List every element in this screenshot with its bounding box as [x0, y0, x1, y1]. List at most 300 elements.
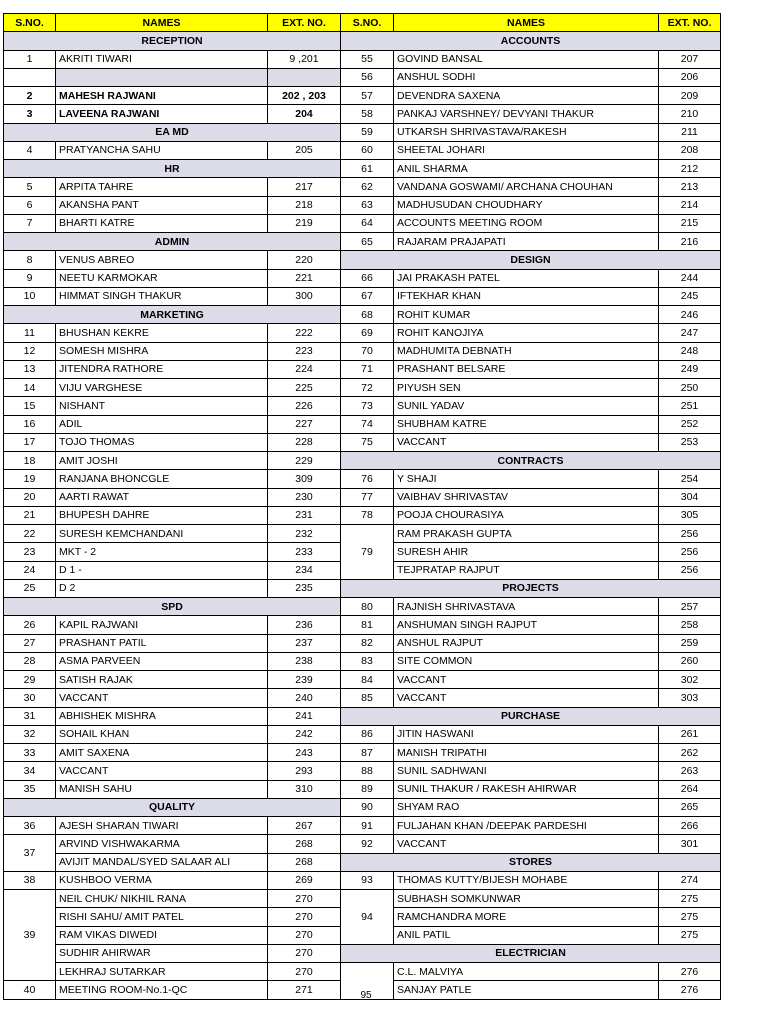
- extension-cell: 239: [268, 671, 341, 689]
- name-cell: MKT - 2: [56, 543, 268, 561]
- header-names: NAMES: [394, 14, 659, 32]
- name-cell: KUSHBOO VERMA: [56, 871, 268, 889]
- name-cell: ABHISHEK MISHRA: [56, 707, 268, 725]
- extension-cell: 226: [268, 397, 341, 415]
- table-row: [341, 269, 721, 287]
- table-row: [4, 616, 341, 634]
- serial-number-cell: 84: [341, 671, 394, 689]
- extension-cell: 221: [268, 269, 341, 287]
- extension-directory-sheet: [3, 13, 720, 999]
- serial-number-cell: 34: [4, 762, 56, 780]
- extension-cell: 270: [268, 944, 341, 962]
- table-row: [341, 689, 721, 707]
- table-row: [341, 287, 721, 305]
- name-cell: JITIN HASWANI: [394, 725, 659, 743]
- section-row: [341, 579, 721, 597]
- extension-cell: 230: [268, 488, 341, 506]
- serial-number-cell: 55: [341, 50, 394, 68]
- name-cell: PRASHANT PATIL: [56, 634, 268, 652]
- serial-number-cell: 21: [4, 506, 56, 524]
- name-cell: ADIL: [56, 415, 268, 433]
- name-cell: ANSHUMAN SINGH RAJPUT: [394, 616, 659, 634]
- name-cell: [56, 68, 268, 86]
- table-row: [341, 780, 721, 798]
- serial-number-cell: 39: [4, 890, 56, 981]
- extension-cell: 275: [659, 908, 721, 926]
- serial-number-cell: 10: [4, 287, 56, 305]
- table-row: [4, 579, 341, 597]
- name-cell: ANIL SHARMA: [394, 160, 659, 178]
- cutoff-row-number: 95: [360, 990, 372, 1001]
- table-row: [4, 452, 341, 470]
- table-row: [4, 360, 341, 378]
- extension-cell: 241: [268, 707, 341, 725]
- serial-number-cell: 91: [341, 817, 394, 835]
- serial-number-cell: 71: [341, 360, 394, 378]
- name-cell: VACCANT: [394, 689, 659, 707]
- serial-number-cell: 72: [341, 379, 394, 397]
- extension-cell: 220: [268, 251, 341, 269]
- extension-cell: 270: [268, 890, 341, 908]
- extension-cell: 257: [659, 598, 721, 616]
- table-row: [341, 50, 721, 68]
- extension-cell: 224: [268, 360, 341, 378]
- header-row: [341, 14, 721, 32]
- serial-number-cell: 18: [4, 452, 56, 470]
- extension-cell: 305: [659, 506, 721, 524]
- table-row: [4, 214, 341, 232]
- extension-cell: 256: [659, 525, 721, 543]
- extension-cell: 216: [659, 233, 721, 251]
- table-row: [341, 360, 721, 378]
- table-row: [341, 871, 721, 889]
- extension-cell: 205: [268, 141, 341, 159]
- name-cell: DEVENDRA SAXENA: [394, 87, 659, 105]
- extension-cell: 254: [659, 470, 721, 488]
- header-row: [4, 14, 341, 32]
- serial-number-cell: 16: [4, 415, 56, 433]
- extension-cell: 214: [659, 196, 721, 214]
- table-row: [4, 415, 341, 433]
- serial-number-cell: 7: [4, 214, 56, 232]
- name-cell: JITENDRA RATHORE: [56, 360, 268, 378]
- extension-cell: 268: [268, 853, 341, 871]
- extension-cell: 217: [268, 178, 341, 196]
- name-cell: MADHUSUDAN CHOUDHARY: [394, 196, 659, 214]
- serial-number-cell: 68: [341, 306, 394, 324]
- table-row: [341, 105, 721, 123]
- section-header: MARKETING: [4, 306, 341, 324]
- name-cell: PIYUSH SEN: [394, 379, 659, 397]
- serial-number-cell: 77: [341, 488, 394, 506]
- extension-cell: 219: [268, 214, 341, 232]
- serial-number-cell: 4: [4, 141, 56, 159]
- extension-cell: 246: [659, 306, 721, 324]
- serial-number-cell: 67: [341, 287, 394, 305]
- serial-number-cell: 23: [4, 543, 56, 561]
- extension-cell: 232: [268, 525, 341, 543]
- extension-cell: 235: [268, 579, 341, 597]
- serial-number-cell: 25: [4, 579, 56, 597]
- serial-number-cell: 78: [341, 506, 394, 524]
- extension-cell: 258: [659, 616, 721, 634]
- name-cell: Y SHAJI: [394, 470, 659, 488]
- serial-number-cell: 69: [341, 324, 394, 342]
- serial-number-cell: 30: [4, 689, 56, 707]
- name-cell: VACCANT: [394, 433, 659, 451]
- table-row: [341, 963, 721, 981]
- section-header: PURCHASE: [341, 707, 721, 725]
- extension-cell: 270: [268, 963, 341, 981]
- extension-cell: 228: [268, 433, 341, 451]
- name-cell: VIJU VARGHESE: [56, 379, 268, 397]
- name-cell: RAM PRAKASH GUPTA: [394, 525, 659, 543]
- table-row: [341, 433, 721, 451]
- extension-cell: 207: [659, 50, 721, 68]
- extension-cell: 266: [659, 817, 721, 835]
- serial-number-cell: 36: [4, 817, 56, 835]
- name-cell: MADHUMITA DEBNATH: [394, 342, 659, 360]
- serial-number-cell: 63: [341, 196, 394, 214]
- extension-cell: 243: [268, 744, 341, 762]
- name-cell: SURESH KEMCHANDANI: [56, 525, 268, 543]
- extension-cell: 274: [659, 871, 721, 889]
- serial-number-cell: 9: [4, 269, 56, 287]
- name-cell: VACCANT: [56, 689, 268, 707]
- serial-number-cell: 86: [341, 725, 394, 743]
- name-cell: ARVIND VISHWAKARMA: [56, 835, 268, 853]
- table-row: [341, 233, 721, 251]
- table-row: [4, 50, 341, 68]
- name-cell: THOMAS KUTTY/BIJESH MOHABE: [394, 871, 659, 889]
- serial-number-cell: 31: [4, 707, 56, 725]
- section-row: [4, 32, 341, 50]
- serial-number-cell: 81: [341, 616, 394, 634]
- name-cell: SITE COMMON: [394, 652, 659, 670]
- name-cell: AKRITI TIWARI: [56, 50, 268, 68]
- serial-number-cell: 22: [4, 525, 56, 543]
- extension-cell: 240: [268, 689, 341, 707]
- serial-number-cell: 6: [4, 196, 56, 214]
- table-row: [4, 397, 341, 415]
- table-row: [341, 68, 721, 86]
- name-cell: D 2: [56, 579, 268, 597]
- name-cell: VACCANT: [56, 762, 268, 780]
- table-row: [341, 926, 721, 944]
- table-row: [4, 543, 341, 561]
- extension-cell: 229: [268, 452, 341, 470]
- serial-number-cell: 59: [341, 123, 394, 141]
- name-cell: SURESH AHIR: [394, 543, 659, 561]
- table-row: [4, 87, 341, 105]
- name-cell: SOMESH MISHRA: [56, 342, 268, 360]
- name-cell: NISHANT: [56, 397, 268, 415]
- name-cell: HIMMAT SINGH THAKUR: [56, 287, 268, 305]
- extension-cell: 222: [268, 324, 341, 342]
- table-row: [341, 342, 721, 360]
- serial-number-cell: 94: [341, 890, 394, 945]
- extension-cell: 209: [659, 87, 721, 105]
- extension-cell: 293: [268, 762, 341, 780]
- extension-cell: 215: [659, 214, 721, 232]
- extension-cell: 275: [659, 926, 721, 944]
- table-row: [341, 488, 721, 506]
- serial-number-cell: 66: [341, 269, 394, 287]
- serial-number-cell: 56: [341, 68, 394, 86]
- extension-cell: 238: [268, 652, 341, 670]
- serial-number-cell: 88: [341, 762, 394, 780]
- serial-number-cell: 33: [4, 744, 56, 762]
- name-cell: IFTEKHAR KHAN: [394, 287, 659, 305]
- section-header: QUALITY: [4, 798, 341, 816]
- serial-number-cell: 92: [341, 835, 394, 853]
- serial-number-cell: 75: [341, 433, 394, 451]
- extension-cell: 244: [659, 269, 721, 287]
- section-row: [341, 32, 721, 50]
- table-row: [341, 652, 721, 670]
- table-row: [341, 306, 721, 324]
- extension-cell: 213: [659, 178, 721, 196]
- extension-cell: 276: [659, 963, 721, 981]
- name-cell: KAPIL RAJWANI: [56, 616, 268, 634]
- name-cell: ANIL PATIL: [394, 926, 659, 944]
- name-cell: ASMA PARVEEN: [56, 652, 268, 670]
- extension-cell: 261: [659, 725, 721, 743]
- table-row: [4, 652, 341, 670]
- serial-number-cell: 37: [4, 835, 56, 872]
- extension-cell: 267: [268, 817, 341, 835]
- serial-number-cell: 61: [341, 160, 394, 178]
- table-row: [4, 178, 341, 196]
- table-row: [341, 671, 721, 689]
- right-table-body: [341, 14, 721, 1000]
- section-header: DESIGN: [341, 251, 721, 269]
- extension-cell: 253: [659, 433, 721, 451]
- extension-cell: 237: [268, 634, 341, 652]
- table-row: [4, 890, 341, 908]
- extension-cell: 236: [268, 616, 341, 634]
- name-cell: SUNIL SADHWANI: [394, 762, 659, 780]
- serial-number-cell: 12: [4, 342, 56, 360]
- extension-cell: 270: [268, 908, 341, 926]
- serial-number-cell: 64: [341, 214, 394, 232]
- name-cell: VANDANA GOSWAMI/ ARCHANA CHOUHAN: [394, 178, 659, 196]
- section-header: ACCOUNTS: [341, 32, 721, 50]
- serial-number-cell: 5: [4, 178, 56, 196]
- extension-cell: 248: [659, 342, 721, 360]
- extension-cell: 252: [659, 415, 721, 433]
- extension-cell: 223: [268, 342, 341, 360]
- name-cell: PANKAJ VARSHNEY/ DEVYANI THAKUR: [394, 105, 659, 123]
- serial-number-cell: 20: [4, 488, 56, 506]
- serial-number-cell: 38: [4, 871, 56, 889]
- serial-number-cell: 65: [341, 233, 394, 251]
- serial-number-cell: 11: [4, 324, 56, 342]
- table-row: [341, 160, 721, 178]
- extension-cell: 245: [659, 287, 721, 305]
- extension-cell: 265: [659, 798, 721, 816]
- table-row: [4, 817, 341, 835]
- name-cell: ROHIT KUMAR: [394, 306, 659, 324]
- name-cell: RAM VIKAS DIWEDI: [56, 926, 268, 944]
- table-row: [4, 671, 341, 689]
- name-cell: JAI PRAKASH PATEL: [394, 269, 659, 287]
- table-row: [341, 634, 721, 652]
- header-sno: S.NO.: [4, 14, 56, 32]
- name-cell: PRATYANCHA SAHU: [56, 141, 268, 159]
- section-row: [341, 452, 721, 470]
- extension-cell: 206: [659, 68, 721, 86]
- table-row: [4, 689, 341, 707]
- serial-number-cell: 8: [4, 251, 56, 269]
- extension-cell: 268: [268, 835, 341, 853]
- extension-cell: 275: [659, 890, 721, 908]
- extension-cell: 303: [659, 689, 721, 707]
- serial-number-cell: 62: [341, 178, 394, 196]
- section-row: [4, 798, 341, 816]
- name-cell: NEETU KARMOKAR: [56, 269, 268, 287]
- table-row: [341, 908, 721, 926]
- table-row: [4, 725, 341, 743]
- name-cell: ACCOUNTS MEETING ROOM: [394, 214, 659, 232]
- serial-number-cell: 82: [341, 634, 394, 652]
- extension-cell: 259: [659, 634, 721, 652]
- name-cell: SHUBHAM KATRE: [394, 415, 659, 433]
- table-row: [4, 871, 341, 889]
- extension-cell: 204: [268, 105, 341, 123]
- section-header: HR: [4, 160, 341, 178]
- name-cell: AKANSHA PANT: [56, 196, 268, 214]
- header-ext: EXT. NO.: [659, 14, 721, 32]
- table-row: [4, 269, 341, 287]
- extension-cell: 211: [659, 123, 721, 141]
- extension-cell: 227: [268, 415, 341, 433]
- extension-cell: 270: [268, 926, 341, 944]
- table-row: [341, 744, 721, 762]
- serial-number-cell: 2: [4, 87, 56, 105]
- table-row: [4, 196, 341, 214]
- serial-number-cell: 32: [4, 725, 56, 743]
- table-row: [4, 835, 341, 853]
- table-row: [4, 762, 341, 780]
- name-cell: ANSHUL RAJPUT: [394, 634, 659, 652]
- table-row: [341, 616, 721, 634]
- name-cell: BHARTI KATRE: [56, 214, 268, 232]
- section-row: [4, 160, 341, 178]
- table-row: [341, 561, 721, 579]
- table-row: [341, 196, 721, 214]
- extension-cell: 263: [659, 762, 721, 780]
- name-cell: RAMCHANDRA MORE: [394, 908, 659, 926]
- name-cell: RAJNISH SHRIVASTAVA: [394, 598, 659, 616]
- name-cell: MEETING ROOM-No.1-QC: [56, 981, 268, 999]
- name-cell: SUDHIR AHIRWAR: [56, 944, 268, 962]
- table-row: [4, 561, 341, 579]
- extension-cell: 302: [659, 671, 721, 689]
- table-row: [4, 141, 341, 159]
- table-row: [341, 543, 721, 561]
- extension-cell: 234: [268, 561, 341, 579]
- extension-cell: [268, 68, 341, 86]
- name-cell: POOJA CHOURASIYA: [394, 506, 659, 524]
- extension-cell: 9 ,201: [268, 50, 341, 68]
- name-cell: ROHIT KANOJIYA: [394, 324, 659, 342]
- section-header: EA MD: [4, 123, 341, 141]
- name-cell: NEIL CHUK/ NIKHIL RANA: [56, 890, 268, 908]
- extension-cell: 256: [659, 561, 721, 579]
- name-cell: RISHI SAHU/ AMIT PATEL: [56, 908, 268, 926]
- serial-number-cell: 17: [4, 433, 56, 451]
- name-cell: GOVIND BANSAL: [394, 50, 659, 68]
- serial-number-cell: [4, 68, 56, 86]
- name-cell: AMIT JOSHI: [56, 452, 268, 470]
- serial-number-cell: 35: [4, 780, 56, 798]
- serial-number-cell: 28: [4, 652, 56, 670]
- name-cell: SUNIL YADAV: [394, 397, 659, 415]
- extension-cell: 233: [268, 543, 341, 561]
- extension-cell: 242: [268, 725, 341, 743]
- table-row: [4, 488, 341, 506]
- section-header: PROJECTS: [341, 579, 721, 597]
- extension-cell: 247: [659, 324, 721, 342]
- serial-number-cell: 57: [341, 87, 394, 105]
- name-cell: MAHESH RAJWANI: [56, 87, 268, 105]
- table-row: [341, 725, 721, 743]
- table-row: [4, 287, 341, 305]
- extension-cell: 310: [268, 780, 341, 798]
- serial-number-cell: 3: [4, 105, 56, 123]
- table-row: [4, 433, 341, 451]
- name-cell: FULJAHAN KHAN /DEEPAK PARDESHI: [394, 817, 659, 835]
- serial-number-cell: 70: [341, 342, 394, 360]
- serial-number-cell: 19: [4, 470, 56, 488]
- header-names: NAMES: [56, 14, 268, 32]
- table-row: [4, 506, 341, 524]
- table-row: [341, 178, 721, 196]
- section-header: ADMIN: [4, 233, 341, 251]
- serial-number-cell: 40: [4, 981, 56, 999]
- table-row: [341, 981, 721, 999]
- name-cell: VAIBHAV SHRIVASTAV: [394, 488, 659, 506]
- extension-cell: 304: [659, 488, 721, 506]
- header-ext: EXT. NO.: [268, 14, 341, 32]
- table-row: [341, 835, 721, 853]
- name-cell: MANISH TRIPATHI: [394, 744, 659, 762]
- section-row: [4, 306, 341, 324]
- table-row: [341, 87, 721, 105]
- left-table-body: [4, 14, 341, 1000]
- name-cell: SUNIL THAKUR / RAKESH AHIRWAR: [394, 780, 659, 798]
- name-cell: PRASHANT BELSARE: [394, 360, 659, 378]
- table-row: [341, 817, 721, 835]
- name-cell: UTKARSH SHRIVASTAVA/RAKESH: [394, 123, 659, 141]
- section-row: [4, 233, 341, 251]
- table-row: [341, 141, 721, 159]
- table-row: [341, 123, 721, 141]
- extension-cell: 262: [659, 744, 721, 762]
- name-cell: AMIT SAXENA: [56, 744, 268, 762]
- name-cell: MANISH SAHU: [56, 780, 268, 798]
- left-directory-table: [3, 13, 341, 1000]
- extension-cell: 212: [659, 160, 721, 178]
- extension-cell: 309: [268, 470, 341, 488]
- serial-number-cell: 85: [341, 689, 394, 707]
- section-header: RECEPTION: [4, 32, 341, 50]
- header-sno: S.NO.: [341, 14, 394, 32]
- section-row: [341, 944, 721, 962]
- section-row: [4, 598, 341, 616]
- section-header: STORES: [341, 853, 721, 871]
